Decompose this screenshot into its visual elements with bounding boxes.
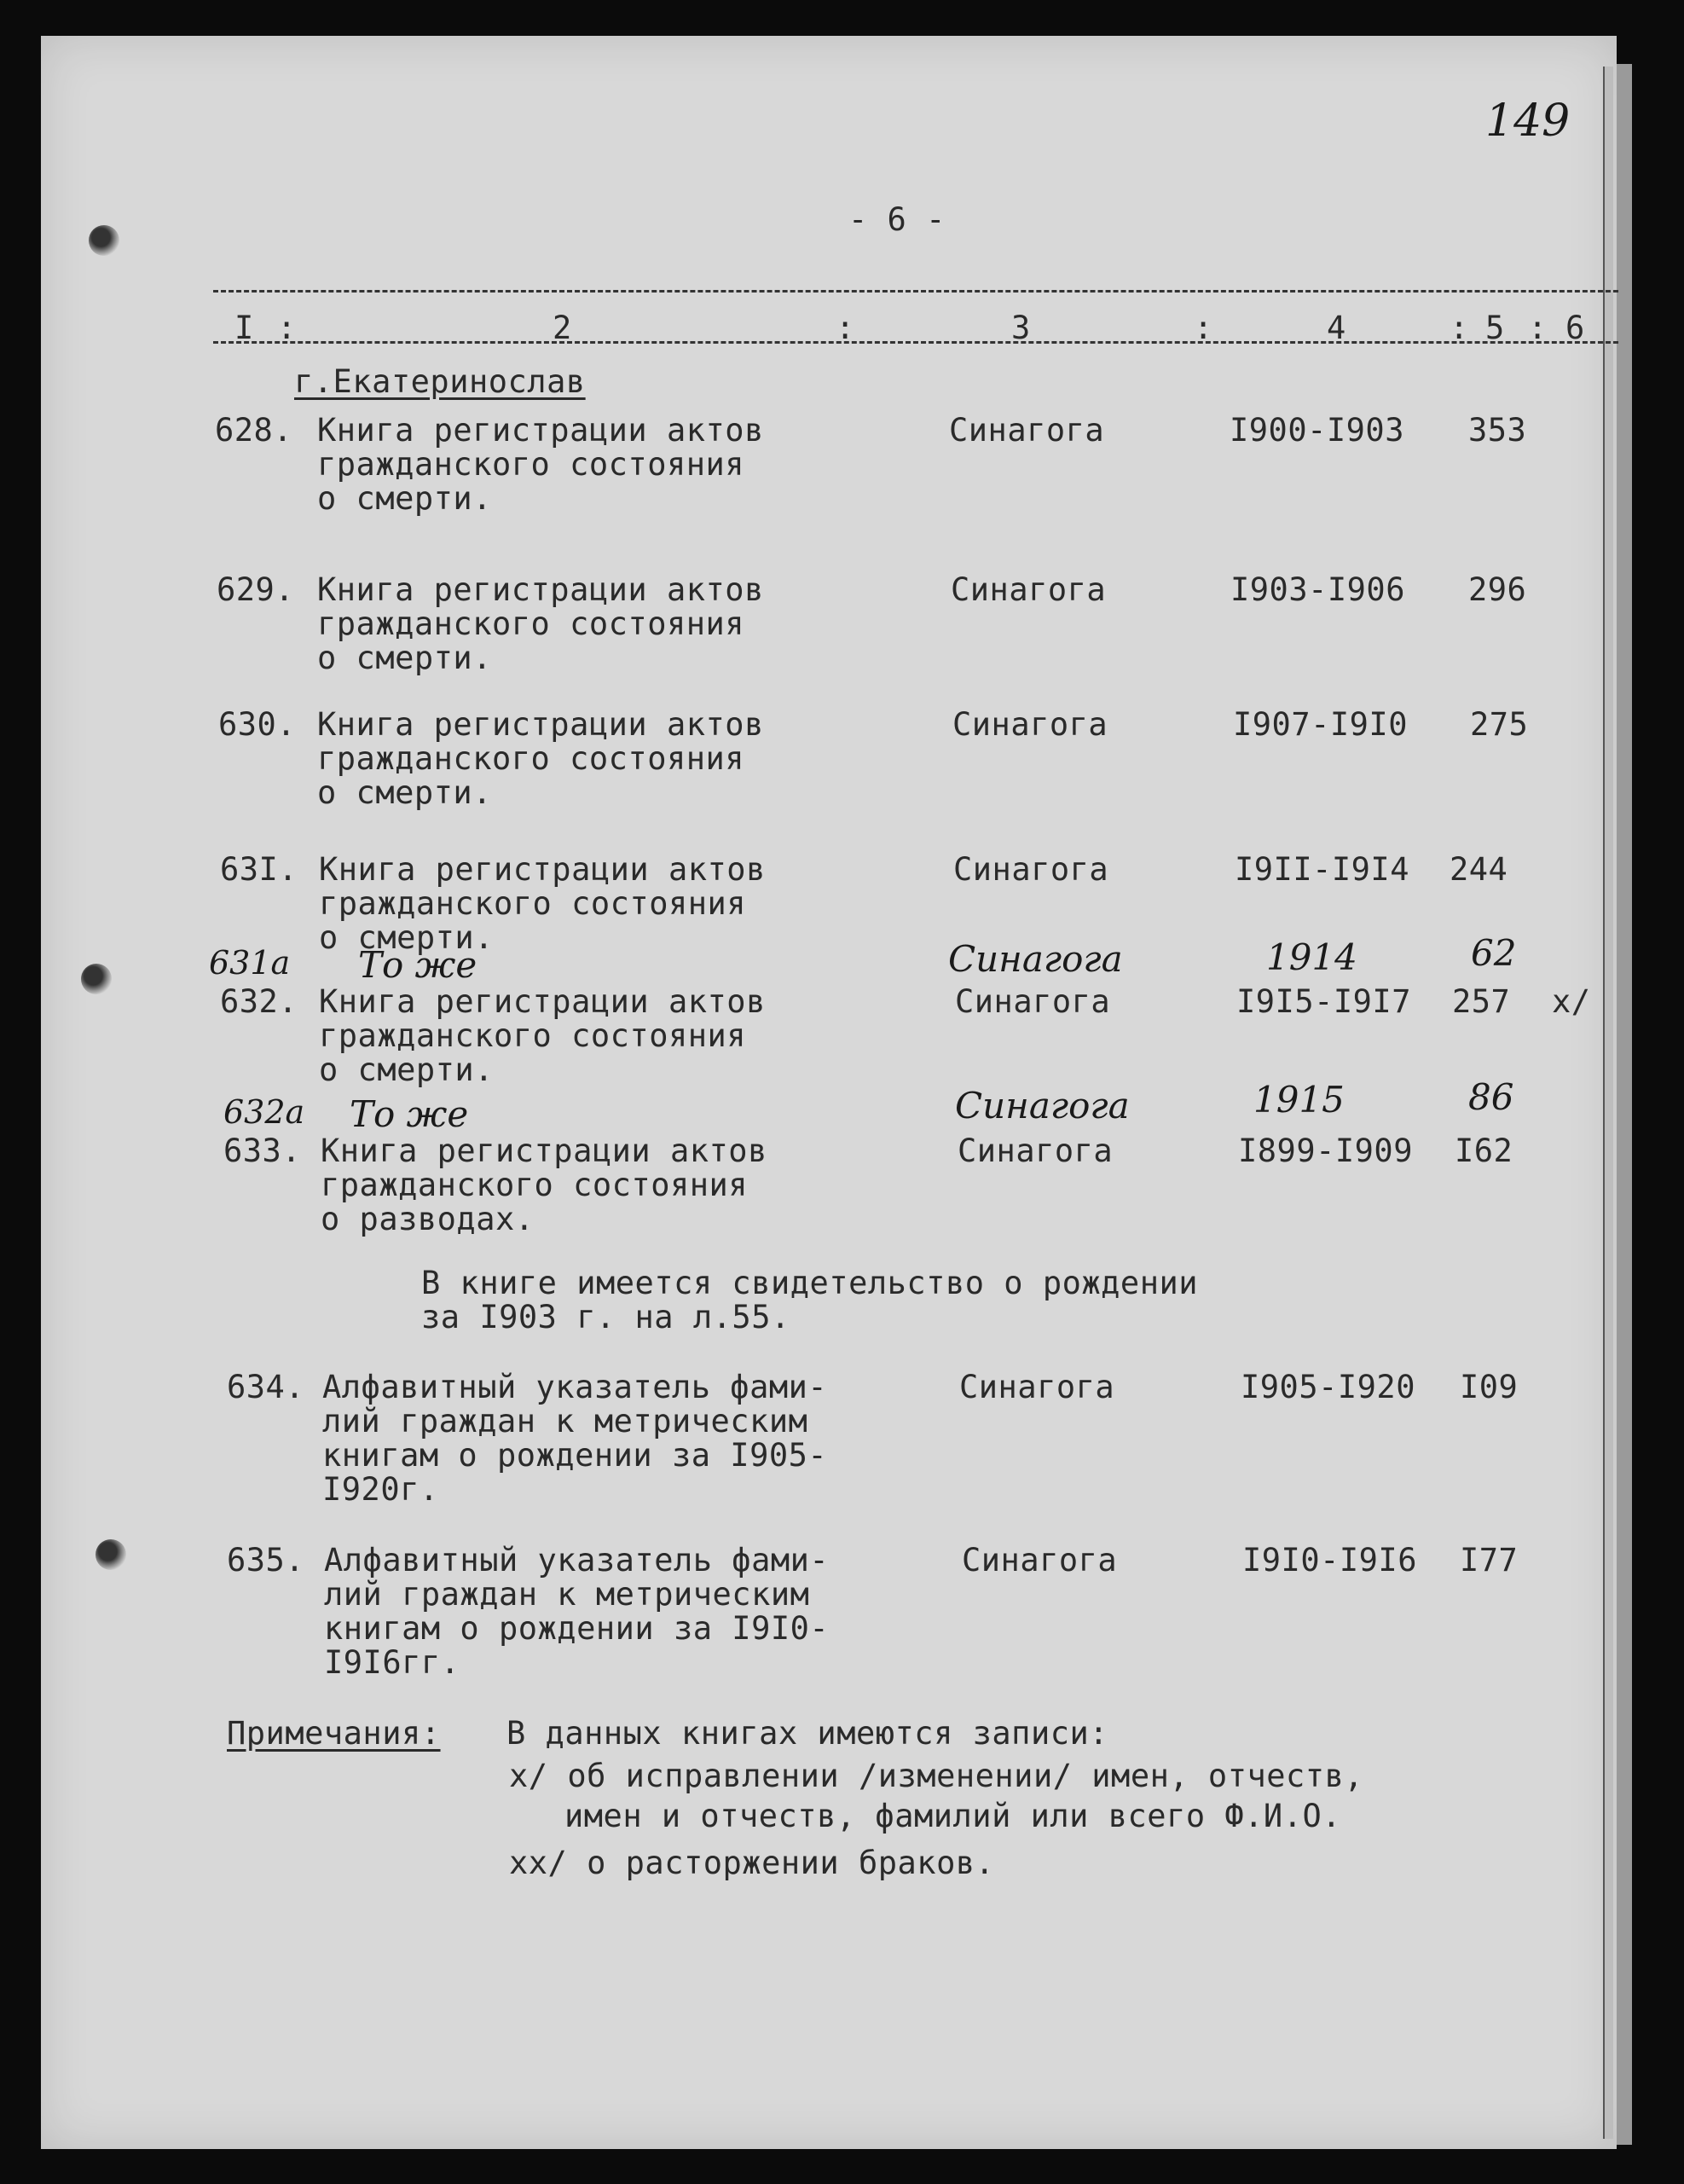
header-rule-top [213, 290, 1618, 293]
entry-remark-line: В книге имеется свидетельство о рождении [421, 1265, 1199, 1301]
entry-number: 629. [217, 571, 295, 608]
col-header-5: 5 [1485, 310, 1505, 346]
handwritten-count: 86 [1468, 1076, 1514, 1118]
entry-description-line: книгам о рождении за I905- [322, 1437, 828, 1474]
entry-place: Синагога [953, 851, 1109, 888]
punch-hole [95, 1539, 126, 1570]
city-heading: г.Екатеринослав [294, 363, 586, 400]
entry-description-line: книгам о рождении за I9I0- [324, 1610, 830, 1647]
entry-description-line: Книга регистрации актов [317, 412, 764, 449]
entry-place: Синагога [949, 412, 1105, 449]
entry-description-line: I9I6гг. [324, 1644, 460, 1681]
handwritten-entry-number: 631а [209, 944, 291, 982]
entry-place: Синагога [959, 1369, 1115, 1405]
entry-count: 257 [1452, 983, 1511, 1020]
entry-description-line: гражданского состояния [319, 1017, 747, 1054]
entry-description-line: Алфавитный указатель фами- [322, 1369, 828, 1405]
col-header-6: 6 [1565, 310, 1585, 346]
entry-years: I9II-I9I4 [1235, 851, 1409, 888]
entry-years: I903-I906 [1230, 571, 1405, 608]
entry-description-line: Книга регистрации актов [319, 983, 766, 1020]
punch-hole [89, 225, 119, 256]
notes-intro: В данных книгах имеются записи: [506, 1715, 1109, 1752]
entry-description-line: гражданского состояния [319, 885, 747, 922]
handwritten-count: 62 [1471, 932, 1517, 974]
entry-description-line: лий граждан к метрическим [322, 1403, 808, 1440]
entry-number: 628. [215, 412, 293, 449]
entry-count: 353 [1468, 412, 1527, 449]
entry-description-line: о разводах. [321, 1201, 535, 1237]
handwritten-place: Синагога [955, 1085, 1130, 1127]
entry-description-line: о смерти. [319, 919, 494, 956]
page-number: - 6 - [848, 201, 946, 238]
entry-years: I905-I920 [1241, 1369, 1415, 1405]
note-x-line: х/ об исправлении /изменении/ имен, отчеств, [509, 1758, 1364, 1794]
col-separator: : [277, 310, 297, 346]
handwritten-entry-number: 632а [223, 1093, 305, 1131]
entry-description-line: Книга регистрации актов [317, 706, 764, 743]
handwritten-place: Синагога [948, 938, 1123, 980]
punch-hole [81, 964, 112, 994]
col-separator: : [1528, 310, 1548, 346]
entry-description-line: Книга регистрации актов [321, 1133, 767, 1169]
entry-number: 63I. [220, 851, 298, 888]
entry-footnote-mark: х/ [1552, 983, 1591, 1020]
entry-number: 632. [220, 983, 298, 1020]
entry-description-line: гражданского состояния [317, 740, 745, 777]
entry-number: 630. [218, 706, 297, 743]
archive-sheet-number: 149 [1485, 96, 1571, 147]
entry-description-line: о смерти. [317, 640, 492, 676]
note-xx-line: хх/ о расторжении браков. [509, 1845, 995, 1881]
notes-label: Примечания: [227, 1715, 441, 1752]
entry-description-line: гражданского состояния [321, 1167, 749, 1203]
entry-place: Синагога [951, 571, 1107, 608]
handwritten-years: 1914 [1266, 936, 1357, 978]
entry-count: 244 [1450, 851, 1508, 888]
entry-number: 634. [227, 1369, 305, 1405]
col-header-3: 3 [1011, 310, 1031, 346]
col-separator: : [1194, 310, 1213, 346]
col-header-1: I [234, 310, 254, 346]
entry-years: I900-I903 [1230, 412, 1404, 449]
entry-description-line: гражданского состояния [317, 605, 745, 642]
entry-years: I907-I9I0 [1233, 706, 1408, 743]
entry-description-line: о смерти. [317, 480, 492, 517]
entry-place: Синагога [962, 1542, 1118, 1579]
note-x-line: имен и отчеств, фамилий или всего Ф.И.О. [564, 1798, 1342, 1834]
entry-remark-line: за I903 г. на л.55. [421, 1299, 790, 1335]
col-header-2: 2 [553, 310, 572, 346]
entry-number: 633. [223, 1133, 302, 1169]
col-separator: : [1450, 310, 1469, 346]
entry-description-line: Алфавитный указатель фами- [324, 1542, 830, 1579]
handwritten-description: То же [350, 1093, 469, 1135]
header-rule-bottom [213, 341, 1618, 344]
entry-number: 635. [227, 1542, 305, 1579]
col-separator: : [836, 310, 855, 346]
entry-count: I77 [1460, 1542, 1519, 1579]
entry-description-line: о смерти. [317, 774, 492, 811]
entry-description-line: Книга регистрации актов [319, 851, 766, 888]
entry-years: I9I0-I9I6 [1242, 1542, 1417, 1579]
entry-description-line: гражданского состояния [317, 446, 745, 483]
entry-count: I62 [1455, 1133, 1513, 1169]
entry-description-line: Книга регистрации актов [317, 571, 764, 608]
entry-count: 275 [1470, 706, 1529, 743]
entry-place: Синагога [955, 983, 1111, 1020]
entry-place: Синагога [958, 1133, 1114, 1169]
page-edge [1603, 67, 1613, 2139]
col-header-4: 4 [1327, 310, 1346, 346]
entry-years: I9I5-I9I7 [1236, 983, 1411, 1020]
entry-count: 296 [1468, 571, 1527, 608]
handwritten-years: 1915 [1253, 1079, 1345, 1121]
entry-description-line: о смерти. [319, 1051, 494, 1088]
entry-place: Синагога [952, 706, 1108, 743]
handwritten-description: То же [358, 944, 477, 986]
entry-count: I09 [1460, 1369, 1519, 1405]
page-edge-shadow [1617, 64, 1632, 2145]
entry-years: I899-I909 [1238, 1133, 1413, 1169]
entry-description-line: I920г. [322, 1471, 439, 1508]
entry-description-line: лий граждан к метрическим [324, 1576, 810, 1613]
